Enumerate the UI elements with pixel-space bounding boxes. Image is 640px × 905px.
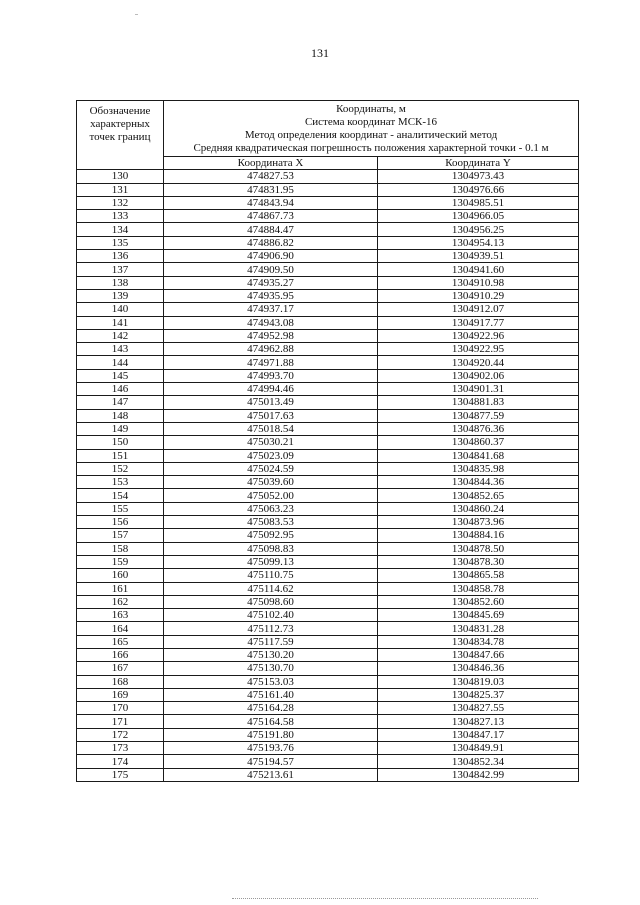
point-id-cell: 154 xyxy=(77,489,164,502)
table-row xyxy=(77,462,579,475)
coordinate-x-cell: 474937.17 xyxy=(164,303,378,316)
table-row xyxy=(77,502,579,515)
table-row xyxy=(77,343,579,356)
coordinate-x-cell: 475114.62 xyxy=(164,582,378,595)
coordinate-y-cell: 1304878.50 xyxy=(378,542,579,555)
coordinate-y-cell: 1304910.29 xyxy=(378,289,579,302)
coordinate-y-cell: 1304846.36 xyxy=(378,662,579,675)
table-row xyxy=(77,409,579,422)
table-row xyxy=(77,768,579,781)
coordinate-y-cell: 1304860.24 xyxy=(378,502,579,515)
table-header-row xyxy=(77,101,579,157)
coordinate-x-cell: 474831.95 xyxy=(164,183,378,196)
header-left-line-2: характерных xyxy=(90,118,150,130)
coordinate-y-cell: 1304845.69 xyxy=(378,609,579,622)
coordinate-y-cell: 1304844.36 xyxy=(378,476,579,489)
table-row xyxy=(77,329,579,342)
table-row xyxy=(77,170,579,183)
coordinate-y-cell: 1304876.36 xyxy=(378,422,579,435)
coordinate-y-cell: 1304852.34 xyxy=(378,755,579,768)
coordinate-x-cell: 475102.40 xyxy=(164,609,378,622)
page-number: 131 xyxy=(311,46,329,60)
header-method: Метод определения координат - аналитический метод xyxy=(244,129,498,141)
coordinate-x-cell: 475193.76 xyxy=(164,742,378,755)
point-id-cell: 171 xyxy=(77,715,164,728)
column-header-y: Координата Y xyxy=(378,157,579,170)
table-row xyxy=(77,529,579,542)
coordinate-x-cell: 474843.94 xyxy=(164,196,378,209)
coordinate-y-cell: 1304878.30 xyxy=(378,555,579,568)
coordinate-y-cell: 1304902.06 xyxy=(378,369,579,382)
coordinates-header xyxy=(164,101,579,157)
coordinate-x-cell: 475013.49 xyxy=(164,396,378,409)
coordinate-y-cell: 1304966.05 xyxy=(378,210,579,223)
header-coord-system: Система координат МСК-16 xyxy=(304,116,438,128)
table-row xyxy=(77,489,579,502)
table-row xyxy=(77,516,579,529)
point-id-cell: 162 xyxy=(77,595,164,608)
table-row xyxy=(77,276,579,289)
coordinate-y-cell: 1304852.65 xyxy=(378,489,579,502)
table-row xyxy=(77,223,579,236)
table-row xyxy=(77,436,579,449)
table-row xyxy=(77,635,579,648)
table-row xyxy=(77,263,579,276)
coordinate-y-cell: 1304941.60 xyxy=(378,263,579,276)
table-row xyxy=(77,369,579,382)
table-row xyxy=(77,675,579,688)
point-id-cell: 135 xyxy=(77,236,164,249)
point-id-cell: 169 xyxy=(77,688,164,701)
coordinate-y-cell: 1304852.60 xyxy=(378,595,579,608)
coordinate-y-cell: 1304873.96 xyxy=(378,516,579,529)
table-row xyxy=(77,196,579,209)
coordinate-x-cell: 475194.57 xyxy=(164,755,378,768)
coordinate-x-cell: 475083.53 xyxy=(164,516,378,529)
point-id-cell: 160 xyxy=(77,569,164,582)
coordinate-y-cell: 1304939.51 xyxy=(378,250,579,263)
header-title: Координаты, м xyxy=(336,103,406,115)
coordinate-x-cell: 475052.00 xyxy=(164,489,378,502)
table-row xyxy=(77,648,579,661)
coordinate-x-cell: 475130.70 xyxy=(164,662,378,675)
point-id-cell: 155 xyxy=(77,502,164,515)
point-id-cell: 152 xyxy=(77,462,164,475)
coordinate-x-cell: 475164.58 xyxy=(164,715,378,728)
point-id-cell: 165 xyxy=(77,635,164,648)
coordinate-y-cell: 1304954.13 xyxy=(378,236,579,249)
header-accuracy: Средняя квадратическая погрешность положения характерной точки - 0.1 м xyxy=(193,142,549,154)
point-id-cell: 140 xyxy=(77,303,164,316)
coordinate-y-cell: 1304835.98 xyxy=(378,462,579,475)
point-id-cell: 147 xyxy=(77,396,164,409)
point-id-cell: 151 xyxy=(77,449,164,462)
coordinate-y-cell: 1304912.07 xyxy=(378,303,579,316)
point-id-cell: 159 xyxy=(77,555,164,568)
table-row xyxy=(77,728,579,741)
table-row xyxy=(77,396,579,409)
coordinate-y-cell: 1304901.31 xyxy=(378,383,579,396)
point-id-cell: 145 xyxy=(77,369,164,382)
coordinate-y-cell: 1304877.59 xyxy=(378,409,579,422)
coordinate-x-cell: 475130.20 xyxy=(164,648,378,661)
table-row xyxy=(77,609,579,622)
coordinate-y-cell: 1304842.99 xyxy=(378,768,579,781)
table-row xyxy=(77,476,579,489)
table-row xyxy=(77,449,579,462)
table-row xyxy=(77,622,579,635)
coordinate-y-cell: 1304827.13 xyxy=(378,715,579,728)
scan-bottom-line xyxy=(232,898,538,899)
table-row xyxy=(77,755,579,768)
point-id-cell: 136 xyxy=(77,250,164,263)
coordinate-y-cell: 1304858.78 xyxy=(378,582,579,595)
point-id-cell: 144 xyxy=(77,356,164,369)
coordinates-table xyxy=(76,100,579,782)
coordinate-y-cell: 1304976.66 xyxy=(378,183,579,196)
point-id-cell: 157 xyxy=(77,529,164,542)
point-id-cell: 175 xyxy=(77,768,164,781)
point-id-cell: 149 xyxy=(77,422,164,435)
coordinate-x-cell: 475017.63 xyxy=(164,409,378,422)
coordinate-y-cell: 1304910.98 xyxy=(378,276,579,289)
coordinate-y-cell: 1304920.44 xyxy=(378,356,579,369)
coordinate-x-cell: 475164.28 xyxy=(164,702,378,715)
table-row xyxy=(77,250,579,263)
coordinate-y-cell: 1304917.77 xyxy=(378,316,579,329)
coordinate-x-cell: 474952.98 xyxy=(164,329,378,342)
coordinate-x-cell: 475098.60 xyxy=(164,595,378,608)
coordinate-x-cell: 474962.88 xyxy=(164,343,378,356)
table-row xyxy=(77,702,579,715)
table-row xyxy=(77,422,579,435)
coordinate-x-cell: 474935.27 xyxy=(164,276,378,289)
coordinate-x-cell: 475191.80 xyxy=(164,728,378,741)
table-row xyxy=(77,742,579,755)
coordinate-y-cell: 1304825.37 xyxy=(378,688,579,701)
point-id-cell: 142 xyxy=(77,329,164,342)
coordinate-x-cell: 474884.47 xyxy=(164,223,378,236)
point-id-cell: 166 xyxy=(77,648,164,661)
table-row xyxy=(77,303,579,316)
point-id-cell: 158 xyxy=(77,542,164,555)
coordinate-y-cell: 1304922.95 xyxy=(378,343,579,356)
coordinate-y-cell: 1304831.28 xyxy=(378,622,579,635)
coordinate-x-cell: 475024.59 xyxy=(164,462,378,475)
coordinate-x-cell: 474827.53 xyxy=(164,170,378,183)
coordinate-y-cell: 1304819.03 xyxy=(378,675,579,688)
coordinate-x-cell: 475018.54 xyxy=(164,422,378,435)
table-row xyxy=(77,383,579,396)
coordinate-y-cell: 1304985.51 xyxy=(378,196,579,209)
table-row xyxy=(77,236,579,249)
scan-artifact xyxy=(135,14,138,15)
point-id-cell: 150 xyxy=(77,436,164,449)
point-designation-header xyxy=(77,101,164,170)
coordinate-y-cell: 1304847.66 xyxy=(378,648,579,661)
point-id-cell: 134 xyxy=(77,223,164,236)
coordinate-x-cell: 475213.61 xyxy=(164,768,378,781)
coordinate-y-cell: 1304860.37 xyxy=(378,436,579,449)
coordinate-y-cell: 1304849.91 xyxy=(378,742,579,755)
coordinate-y-cell: 1304841.68 xyxy=(378,449,579,462)
coordinate-y-cell: 1304865.58 xyxy=(378,569,579,582)
point-id-cell: 163 xyxy=(77,609,164,622)
point-id-cell: 161 xyxy=(77,582,164,595)
coordinate-y-cell: 1304884.16 xyxy=(378,529,579,542)
table-row xyxy=(77,183,579,196)
point-id-cell: 167 xyxy=(77,662,164,675)
coordinate-x-cell: 474867.73 xyxy=(164,210,378,223)
table-row xyxy=(77,688,579,701)
coordinate-x-cell: 474935.95 xyxy=(164,289,378,302)
table-body xyxy=(77,101,579,782)
coordinate-x-cell: 475063.23 xyxy=(164,502,378,515)
point-id-cell: 164 xyxy=(77,622,164,635)
coordinate-y-cell: 1304847.17 xyxy=(378,728,579,741)
point-id-cell: 141 xyxy=(77,316,164,329)
coordinate-x-cell: 475112.73 xyxy=(164,622,378,635)
coordinate-x-cell: 474993.70 xyxy=(164,369,378,382)
table-row xyxy=(77,715,579,728)
column-header-x: Координата X xyxy=(164,157,378,170)
coordinate-x-cell: 474886.82 xyxy=(164,236,378,249)
coordinate-x-cell: 475030.21 xyxy=(164,436,378,449)
table-row xyxy=(77,289,579,302)
point-id-cell: 133 xyxy=(77,210,164,223)
point-id-cell: 173 xyxy=(77,742,164,755)
coordinate-y-cell: 1304881.83 xyxy=(378,396,579,409)
coordinate-y-cell: 1304922.96 xyxy=(378,329,579,342)
coordinate-x-cell: 475099.13 xyxy=(164,555,378,568)
point-id-cell: 174 xyxy=(77,755,164,768)
point-id-cell: 138 xyxy=(77,276,164,289)
point-id-cell: 156 xyxy=(77,516,164,529)
coordinate-x-cell: 474943.08 xyxy=(164,316,378,329)
coordinate-x-cell: 475117.59 xyxy=(164,635,378,648)
coordinate-x-cell: 474971.88 xyxy=(164,356,378,369)
table-row xyxy=(77,595,579,608)
table-row xyxy=(77,569,579,582)
table-row xyxy=(77,662,579,675)
point-id-cell: 148 xyxy=(77,409,164,422)
table-row xyxy=(77,210,579,223)
table-row xyxy=(77,582,579,595)
coordinate-x-cell: 475161.40 xyxy=(164,688,378,701)
point-id-cell: 139 xyxy=(77,289,164,302)
point-id-cell: 137 xyxy=(77,263,164,276)
point-id-cell: 170 xyxy=(77,702,164,715)
point-id-cell: 153 xyxy=(77,476,164,489)
table-row xyxy=(77,555,579,568)
coordinate-x-cell: 474994.46 xyxy=(164,383,378,396)
coordinate-y-cell: 1304827.55 xyxy=(378,702,579,715)
coordinate-x-cell: 474909.50 xyxy=(164,263,378,276)
coordinate-y-cell: 1304834.78 xyxy=(378,635,579,648)
table-row xyxy=(77,542,579,555)
point-id-cell: 146 xyxy=(77,383,164,396)
point-id-cell: 143 xyxy=(77,343,164,356)
coordinate-x-cell: 475023.09 xyxy=(164,449,378,462)
header-left-line-3: точек границ xyxy=(89,131,151,143)
point-id-cell: 131 xyxy=(77,183,164,196)
coordinate-y-cell: 1304956.25 xyxy=(378,223,579,236)
coordinate-x-cell: 475098.83 xyxy=(164,542,378,555)
table-row xyxy=(77,356,579,369)
point-id-cell: 130 xyxy=(77,170,164,183)
point-id-cell: 172 xyxy=(77,728,164,741)
coordinate-x-cell: 475110.75 xyxy=(164,569,378,582)
coordinate-x-cell: 475153.03 xyxy=(164,675,378,688)
table-row xyxy=(77,316,579,329)
point-id-cell: 168 xyxy=(77,675,164,688)
coordinate-x-cell: 475092.95 xyxy=(164,529,378,542)
header-left-line-1: Обозначение xyxy=(89,105,151,117)
coordinate-y-cell: 1304973.43 xyxy=(378,170,579,183)
coordinate-x-cell: 475039.60 xyxy=(164,476,378,489)
coordinate-x-cell: 474906.90 xyxy=(164,250,378,263)
point-id-cell: 132 xyxy=(77,196,164,209)
